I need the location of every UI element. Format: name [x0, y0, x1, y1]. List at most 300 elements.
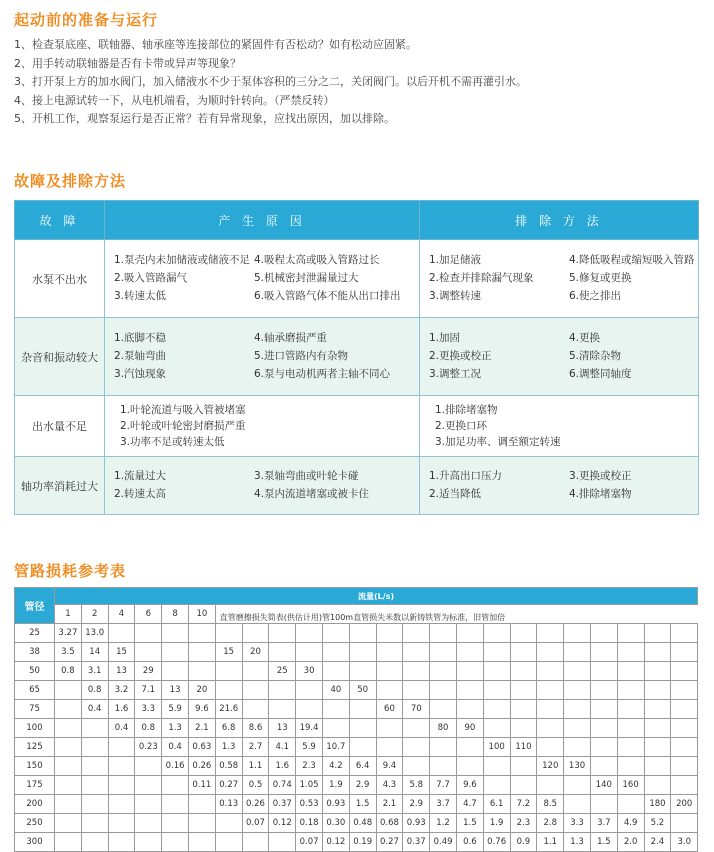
loss-cell: [617, 643, 644, 662]
diameter-cell: 65: [15, 681, 55, 700]
loss-cell: [537, 719, 564, 738]
cause-item: 3.功率不足或转速太低: [120, 436, 225, 448]
loss-cell: 0.12: [269, 814, 296, 833]
loss-cell: [376, 662, 403, 681]
loss-cell: 0.8: [135, 719, 162, 738]
loss-cell: [617, 795, 644, 814]
loss-cell: 1.5: [590, 833, 617, 852]
loss-cell: [617, 719, 644, 738]
cause-item: 1.底脚不稳: [114, 332, 167, 344]
loss-cell: [510, 643, 537, 662]
loss-cell: 7.7: [430, 776, 457, 795]
loss-cell: [55, 700, 82, 719]
loss-cell: [376, 643, 403, 662]
remedy-item: 2.检查并排除漏气现象: [429, 272, 534, 284]
remedy-item: 4.更换: [569, 332, 601, 344]
remedy-item: 2.更换口环: [435, 420, 488, 432]
loss-cell: 140: [590, 776, 617, 795]
loss-cell: [483, 757, 510, 776]
loss-cell: 2.7: [242, 738, 269, 757]
loss-cell: 2.3: [510, 814, 537, 833]
loss-cell: 13.0: [81, 624, 108, 643]
cause-item: 1.叶轮流道与吸入管被堵塞: [120, 404, 246, 416]
table-row: [15, 757, 698, 776]
loss-cell: 29: [135, 662, 162, 681]
fault-name: 轴功率消耗过大: [15, 457, 105, 515]
loss-cell: 2.9: [403, 795, 430, 814]
flow-value: 4: [108, 605, 135, 624]
loss-cell: 0.07: [242, 814, 269, 833]
loss-cell: [55, 776, 82, 795]
table-row: [15, 681, 698, 700]
loss-cell: [483, 662, 510, 681]
loss-cell: [242, 662, 269, 681]
loss-cell: 0.58: [215, 757, 242, 776]
loss-cell: 1.3: [162, 719, 189, 738]
loss-cell: [296, 700, 323, 719]
loss-cell: [81, 776, 108, 795]
loss-cell: [671, 662, 698, 681]
loss-cell: [162, 662, 189, 681]
loss-cell: [430, 700, 457, 719]
loss-cell: [215, 814, 242, 833]
loss-cell: 15: [215, 643, 242, 662]
cause-item: 3.泵轴弯曲或叶轮卡碰: [254, 470, 359, 482]
loss-cell: 0.16: [162, 757, 189, 776]
loss-cell: 6.8: [215, 719, 242, 738]
loss-cell: 70: [403, 700, 430, 719]
loss-cell: 3.5: [55, 643, 82, 662]
loss-cell: [590, 662, 617, 681]
loss-cell: 2.9: [349, 776, 376, 795]
loss-cell: [269, 681, 296, 700]
loss-cell: 7.2: [510, 795, 537, 814]
loss-cell: [590, 624, 617, 643]
loss-cell: 4.7: [456, 795, 483, 814]
start-step: 2、用手转动联轴器是否有卡带或异声等现象？: [14, 56, 241, 70]
loss-cell: [162, 814, 189, 833]
remedy-item: 5.修复或更换: [569, 272, 632, 284]
loss-cell: [135, 757, 162, 776]
loss-cell: [537, 776, 564, 795]
loss-cell: [456, 662, 483, 681]
loss-cell: 0.37: [403, 833, 430, 852]
loss-cell: 2.0: [617, 833, 644, 852]
loss-cell: 1.9: [483, 814, 510, 833]
loss-cell: 0.4: [162, 738, 189, 757]
loss-cell: 6.1: [483, 795, 510, 814]
table-row: [15, 700, 698, 719]
loss-cell: [322, 624, 349, 643]
header-flow: 流量(L/s): [55, 588, 698, 605]
loss-cell: 0.49: [430, 833, 457, 852]
loss-cell: [215, 681, 242, 700]
loss-cell: 13: [162, 681, 189, 700]
loss-cell: [617, 738, 644, 757]
loss-cell: [590, 738, 617, 757]
loss-cell: 0.53: [296, 795, 323, 814]
loss-cell: 7.1: [135, 681, 162, 700]
loss-cell: 1.6: [108, 700, 135, 719]
loss-cell: [617, 700, 644, 719]
start-step: 4、接上电源试转一下，从电机端看，为顺时针转向。（严禁反转）: [14, 93, 335, 107]
start-step: 1、检查泵底座、联轴器、轴承座等连接部位的紧固件有否松动？如有松动应固紧。: [14, 38, 417, 51]
loss-cell: [537, 681, 564, 700]
loss-cell: 13: [108, 662, 135, 681]
loss-cell: 110: [510, 738, 537, 757]
loss-cell: 25: [269, 662, 296, 681]
loss-cell: 1.9: [322, 776, 349, 795]
fault-name: 水泵不出水: [15, 240, 105, 318]
loss-cell: [403, 719, 430, 738]
remedy-item: 1.加足储液: [429, 254, 482, 266]
loss-cell: [510, 624, 537, 643]
loss-cell: [349, 738, 376, 757]
fault-name: 杂音和振动较大: [15, 318, 105, 396]
loss-cell: [430, 681, 457, 700]
loss-cell: [564, 795, 591, 814]
loss-cell: [456, 700, 483, 719]
loss-cell: [349, 719, 376, 738]
cause-item: 2.泵轴弯曲: [114, 350, 167, 362]
table-row: [15, 624, 698, 643]
loss-cell: [590, 700, 617, 719]
loss-cell: 3.0: [671, 833, 698, 852]
loss-cell: [644, 662, 671, 681]
remedy-item: 5.清除杂物: [569, 350, 622, 362]
loss-cell: [376, 719, 403, 738]
loss-cell: [162, 776, 189, 795]
loss-cell: [135, 795, 162, 814]
loss-cell: 80: [430, 719, 457, 738]
loss-cell: 2.4: [644, 833, 671, 852]
section-title-loss: 管路损耗参考表: [14, 562, 127, 580]
diameter-cell: 75: [15, 700, 55, 719]
loss-cell: [671, 700, 698, 719]
loss-cell: [590, 795, 617, 814]
loss-cell: [296, 624, 323, 643]
loss-cell: [590, 643, 617, 662]
loss-cell: 0.07: [296, 833, 323, 852]
loss-cell: [537, 738, 564, 757]
loss-cell: [55, 738, 82, 757]
loss-cell: [483, 624, 510, 643]
loss-cell: [430, 624, 457, 643]
loss-cell: [322, 643, 349, 662]
table-note: 直管磨擦损失简表(供估计用)管100m直管损失米数以新铸铁管为标准，旧管加倍: [215, 605, 697, 624]
cause-item: 4.泵内流道堵塞或被卡住: [254, 488, 370, 500]
table-row: [15, 833, 698, 852]
diameter-cell: 50: [15, 662, 55, 681]
loss-cell: 0.4: [81, 700, 108, 719]
loss-cell: 180: [644, 795, 671, 814]
loss-cell: [483, 681, 510, 700]
loss-cell: [55, 833, 82, 852]
loss-cell: [590, 719, 617, 738]
loss-cell: 1.1: [537, 833, 564, 852]
loss-cell: 100: [483, 738, 510, 757]
remedy-item: 3.调整工况: [429, 368, 482, 380]
loss-cell: [537, 624, 564, 643]
loss-cell: 3.7: [430, 795, 457, 814]
loss-cell: [188, 795, 215, 814]
loss-cell: [403, 624, 430, 643]
loss-cell: [322, 700, 349, 719]
table-row: [15, 643, 698, 662]
loss-cell: [430, 757, 457, 776]
loss-cell: [430, 662, 457, 681]
loss-cell: [564, 643, 591, 662]
loss-cell: 0.8: [81, 681, 108, 700]
flow-value: 10: [188, 605, 215, 624]
loss-cell: [55, 719, 82, 738]
table-row: [15, 719, 698, 738]
loss-cell: [403, 681, 430, 700]
remedy-item: 3.加足功率、调至额定转速: [435, 436, 561, 448]
loss-cell: [537, 700, 564, 719]
loss-cell: [108, 814, 135, 833]
diameter-cell: 175: [15, 776, 55, 795]
diameter-cell: 300: [15, 833, 55, 852]
remedy-item: 2.更换或校正: [429, 350, 492, 362]
loss-cell: [269, 624, 296, 643]
loss-cell: [644, 719, 671, 738]
loss-cell: [510, 776, 537, 795]
loss-cell: 6.4: [349, 757, 376, 776]
loss-cell: [55, 814, 82, 833]
loss-cell: 9.4: [376, 757, 403, 776]
loss-cell: 3.27: [55, 624, 82, 643]
loss-cell: 0.4: [108, 719, 135, 738]
loss-cell: [162, 643, 189, 662]
loss-cell: 90: [456, 719, 483, 738]
loss-cell: [376, 624, 403, 643]
loss-cell: [215, 662, 242, 681]
loss-cell: [242, 700, 269, 719]
loss-cell: [617, 681, 644, 700]
loss-cell: 8.6: [242, 719, 269, 738]
loss-cell: 0.6: [456, 833, 483, 852]
cause-item: 6.泵与电动机两者主轴不同心: [254, 368, 391, 380]
loss-cell: [564, 662, 591, 681]
loss-cell: 5.9: [296, 738, 323, 757]
remedy-item: 1.加固: [429, 332, 461, 344]
loss-cell: [269, 833, 296, 852]
loss-cell: [403, 662, 430, 681]
remedy-item: 6.调整同轴度: [569, 368, 632, 380]
loss-cell: 120: [537, 757, 564, 776]
loss-cell: [403, 643, 430, 662]
loss-cell: [483, 719, 510, 738]
loss-cell: [671, 643, 698, 662]
fault-name: 出水量不足: [15, 396, 105, 457]
loss-cell: [55, 681, 82, 700]
remedy-item: 1.排除堵塞物: [435, 404, 498, 416]
loss-cell: [215, 624, 242, 643]
loss-cell: [644, 757, 671, 776]
table-row: [15, 795, 698, 814]
loss-cell: 50: [349, 681, 376, 700]
loss-cell: 15: [108, 643, 135, 662]
loss-cell: [135, 643, 162, 662]
loss-cell: 0.68: [376, 814, 403, 833]
loss-cell: [188, 624, 215, 643]
loss-cell: [81, 719, 108, 738]
section-title-fault: 故障及排除方法: [14, 172, 127, 190]
table-row: [15, 662, 698, 681]
loss-cell: 0.74: [269, 776, 296, 795]
loss-cell: [81, 738, 108, 757]
loss-cell: [376, 681, 403, 700]
loss-cell: 0.48: [349, 814, 376, 833]
loss-cell: [322, 662, 349, 681]
loss-cell: [644, 700, 671, 719]
loss-cell: [483, 643, 510, 662]
diameter-cell: 38: [15, 643, 55, 662]
loss-cell: 20: [242, 643, 269, 662]
loss-cell: 0.63: [188, 738, 215, 757]
loss-cell: 5.8: [403, 776, 430, 795]
loss-cell: [564, 681, 591, 700]
loss-cell: [108, 776, 135, 795]
loss-cell: 0.93: [322, 795, 349, 814]
remedy-item: 4.排除堵塞物: [569, 488, 632, 500]
loss-cell: 1.3: [564, 833, 591, 852]
cause-item: 5.进口管路内有杂物: [254, 350, 349, 362]
loss-cell: [403, 757, 430, 776]
loss-cell: [349, 662, 376, 681]
loss-cell: [162, 833, 189, 852]
cause-item: 3.汽蚀现象: [114, 368, 167, 380]
start-step: 3、打开泵上方的加水阀门，加入储液水不少于泵体容积的三分之二，关闭阀门。以后开机不需再灌引水。: [14, 75, 527, 88]
loss-cell: [108, 833, 135, 852]
loss-cell: 0.76: [483, 833, 510, 852]
loss-cell: [456, 681, 483, 700]
loss-cell: 20: [188, 681, 215, 700]
loss-cell: 5.9: [162, 700, 189, 719]
loss-cell: [55, 795, 82, 814]
loss-cell: [269, 643, 296, 662]
loss-cell: [537, 643, 564, 662]
loss-cell: [644, 776, 671, 795]
loss-cell: [644, 643, 671, 662]
fault-row: [15, 240, 699, 318]
loss-cell: 14: [81, 643, 108, 662]
loss-cell: 9.6: [188, 700, 215, 719]
header-fault: 故 障: [15, 201, 105, 240]
loss-cell: [483, 700, 510, 719]
loss-cell: [108, 738, 135, 757]
loss-cell: 3.7: [590, 814, 617, 833]
loss-cell: [215, 833, 242, 852]
loss-cell: [296, 643, 323, 662]
loss-cell: [81, 814, 108, 833]
fault-row: [15, 318, 699, 396]
loss-cell: 0.11: [188, 776, 215, 795]
loss-cell: [135, 833, 162, 852]
loss-cell: 3.3: [135, 700, 162, 719]
flow-value: 6: [135, 605, 162, 624]
loss-cell: 1.05: [296, 776, 323, 795]
loss-cell: 30: [296, 662, 323, 681]
loss-cell: 200: [671, 795, 698, 814]
loss-cell: [135, 814, 162, 833]
loss-cell: 21.6: [215, 700, 242, 719]
loss-cell: [671, 738, 698, 757]
loss-cell: [644, 681, 671, 700]
loss-cell: [349, 700, 376, 719]
remedy-item: 3.调整转速: [429, 290, 482, 302]
diameter-cell: 250: [15, 814, 55, 833]
loss-cell: [644, 624, 671, 643]
loss-cell: [510, 719, 537, 738]
loss-cell: 0.26: [242, 795, 269, 814]
loss-cell: 3.2: [108, 681, 135, 700]
loss-cell: 1.6: [269, 757, 296, 776]
diameter-cell: 100: [15, 719, 55, 738]
start-step: 5、开机工作，观察泵运行是否正常？若有异常现象，应找出原因，加以排除。: [14, 112, 395, 125]
loss-cell: 0.12: [322, 833, 349, 852]
cause-item: 4.轴承磨损严重: [254, 332, 328, 344]
loss-cell: [564, 624, 591, 643]
loss-cell: [81, 757, 108, 776]
loss-cell: 10.7: [322, 738, 349, 757]
loss-cell: [564, 700, 591, 719]
diameter-cell: 150: [15, 757, 55, 776]
loss-cell: 0.13: [215, 795, 242, 814]
loss-cell: [456, 624, 483, 643]
loss-cell: [510, 681, 537, 700]
fault-row: [15, 457, 699, 515]
table-row: [15, 814, 698, 833]
loss-cell: 130: [564, 757, 591, 776]
loss-cell: 60: [376, 700, 403, 719]
loss-cell: [108, 624, 135, 643]
loss-cell: 2.8: [537, 814, 564, 833]
loss-cell: 0.23: [135, 738, 162, 757]
fault-table: [14, 200, 699, 515]
cause-item: 2.转速太高: [114, 488, 167, 500]
loss-cell: 4.3: [376, 776, 403, 795]
loss-cell: [564, 738, 591, 757]
cause-item: 1.泵壳内未加储液或储液不足: [114, 254, 251, 266]
loss-table: [14, 587, 698, 852]
loss-cell: [671, 776, 698, 795]
loss-cell: [108, 757, 135, 776]
loss-cell: [537, 662, 564, 681]
loss-cell: 2.1: [188, 719, 215, 738]
loss-cell: [349, 643, 376, 662]
loss-cell: [188, 643, 215, 662]
loss-cell: [510, 662, 537, 681]
loss-cell: [322, 719, 349, 738]
loss-cell: [135, 624, 162, 643]
loss-cell: 0.26: [188, 757, 215, 776]
loss-cell: 0.93: [403, 814, 430, 833]
loss-cell: 0.19: [349, 833, 376, 852]
loss-cell: [376, 738, 403, 757]
loss-cell: 13: [269, 719, 296, 738]
loss-cell: [242, 681, 269, 700]
loss-cell: [590, 681, 617, 700]
remedy-item: 1.升高出口压力: [429, 470, 503, 482]
loss-cell: [510, 757, 537, 776]
loss-cell: 4.9: [617, 814, 644, 833]
loss-cell: 3.1: [81, 662, 108, 681]
loss-cell: 0.27: [376, 833, 403, 852]
loss-cell: 4.1: [269, 738, 296, 757]
loss-cell: 4.2: [322, 757, 349, 776]
